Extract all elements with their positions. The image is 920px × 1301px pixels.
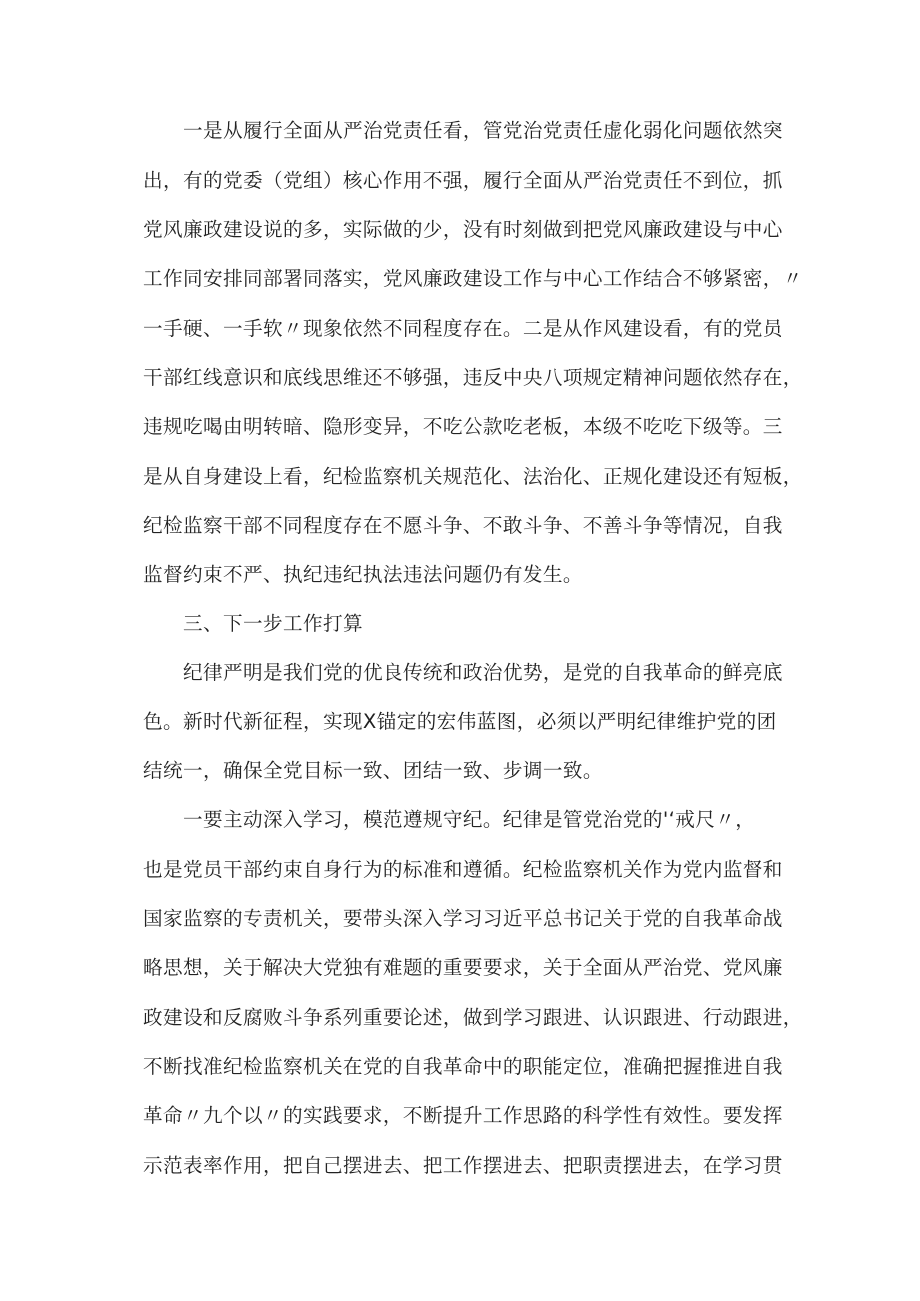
body-text-line: 纪律严明是我们党的优良传统和政治优势，是党的自我革命的鲜亮底 (183, 661, 783, 684)
body-text-line: 示范表率作用，把自己摆进去、把工作摆进去、把职责摆进去，在学习贯 (143, 1154, 783, 1177)
body-text-line: 结统一，确保全党目标一致、团结一致、步调一致。 (143, 759, 603, 782)
body-text-line: 略思想，关于解决大党独有难题的重要要求，关于全面从严治党、党风廉 (143, 956, 783, 979)
body-text-line: 监督约束不严、执纪违纪执法违法问题仍有发生。 (143, 563, 583, 586)
body-text-line: 不断找准纪检监察机关在党的自我革命中的职能定位，准确把握推进自我 (143, 1055, 783, 1078)
body-text-line: 工作同安排同部署同落实，党风廉政建设工作与中心工作结合不够紧密，〃 (143, 267, 803, 290)
body-text-line: 一要主动深入学习，模范遵规守纪。纪律是管党治党的'‘戒尺〃， (183, 808, 756, 831)
body-text-line: 政建设和反腐败斗争系列重要论述，做到学习跟进、认识跟进、行动跟进， (143, 1006, 803, 1029)
body-text-line: 也是党员干部约束自身行为的标准和遵循。纪检监察机关作为党内监督和 (143, 858, 783, 881)
body-text-line: 干部红线意识和底线思维还不够强，违反中央八项规定精神问题依然存在， (143, 366, 803, 389)
body-text-line: 一是从履行全面从严治党责任看，管党治党责任虚化弱化问题依然突 (183, 119, 783, 142)
body-text-line: 纪检监察干部不同程度存在不愿斗争、不敢斗争、不善斗争等情况，自我 (143, 514, 783, 537)
body-text-line: 革命〃九个以〃的实践要求，不断提升工作思路的科学性有效性。要发挥 (143, 1104, 783, 1127)
body-text-line: 党风廉政建设说的多，实际做的少，没有时刻做到把党风廉政建设与中心 (143, 218, 783, 241)
body-text-line: 国家监察的专责机关，要带头深入学习习近平总书记关于党的自我革命战 (143, 907, 783, 930)
body-text-line: 色。新时代新征程，实现X锚定的宏伟蓝图，必须以严明纪律维护党的团 (143, 710, 777, 733)
body-text-line: 出，有的党委（党组）核心作用不强，履行全面从严治党责任不到位，抓 (143, 169, 783, 192)
section-heading: 三、下一步工作打算 (183, 612, 363, 635)
body-text-line: 一手硬、一手软〃现象依然不同程度存在。二是从作风建设看，有的党员 (143, 317, 783, 340)
body-text-line: 违规吃喝由明转暗、隐形变异，不吃公款吃老板，本级不吃吃下级等。三 (143, 415, 783, 438)
body-text-line: 是从自身建设上看，纪检监察机关规范化、法治化、正规化建设还有短板， (143, 465, 803, 488)
